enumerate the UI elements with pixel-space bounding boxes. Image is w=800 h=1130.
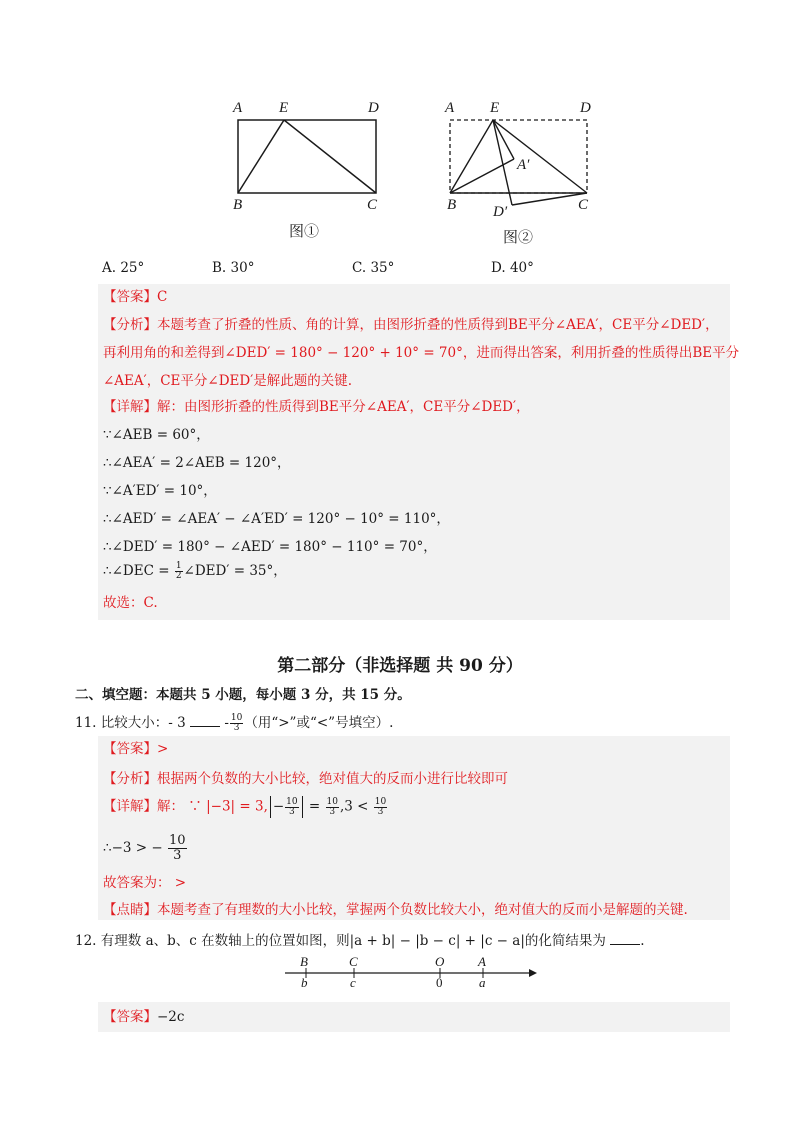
fig1-label-a: A — [233, 100, 243, 116]
q10-detail-line1: 【详解】解：由图形折叠的性质得到BE平分∠AEA′，CE平分∠DED′， — [103, 399, 530, 415]
fig1-label-e: E — [279, 100, 289, 116]
q11-result: 故答案为： > — [103, 875, 187, 891]
option-a: A. 25° — [102, 260, 145, 276]
fig1-caption: 图① — [289, 222, 320, 240]
q11-conclusion: ∴−3 > − $\frac{10}{3}$ — [103, 833, 186, 863]
q11-conclusion-frac: $\frac{10}{3}$ — [169, 833, 186, 863]
fig2-label-d: D — [580, 100, 591, 116]
q11-solution-box — [98, 736, 730, 920]
q10-conclusion: 故选：C. — [103, 595, 158, 611]
q11-point: 【点睛】本题考查了有理数的大小比较，掌握两个负数比较大小，绝对值大的反而小是解题的关键. — [103, 902, 688, 918]
nl-lower-b: b — [301, 975, 308, 990]
q10-analysis-line2: 再利用角的和差得到∠DED′ = 180° − 120° + 10° = 70°，进而得出答案，利用折叠的性质得出BE平分 — [103, 345, 740, 361]
q10-step-4: ∴∠AED′ = ∠AEA′ − ∠A′ED′ = 120° − 10° = 110°， — [103, 511, 450, 527]
nl-upper-c: C — [349, 954, 358, 969]
q11-detail-frac-2: $\frac{10}{3}$ — [326, 796, 338, 817]
option-c: C. 35° — [352, 260, 395, 276]
number-line-arrow — [529, 969, 537, 977]
fig2-label-e: E — [490, 100, 500, 116]
q10-step-6: ∴∠DEC = $\frac{1}{2}$ ∠DED′ = 35°， — [103, 561, 287, 581]
q10-step-3: ∵∠A′ED′ = 10°， — [103, 483, 217, 499]
q11-detail: 【详解】解： ∵ |−3| = 3, − $\frac{10}{3}$ = $\frac{10}{3}$ ,3 < $\frac{10}{3}$ — [103, 796, 387, 817]
q11-fraction: $\frac{10}{3}$ — [230, 713, 243, 733]
q10-step-1: ∵∠AEB = 60°， — [103, 427, 210, 443]
q10-analysis-line3: ∠AEA′，CE平分∠DED′是解此题的关键. — [103, 373, 353, 389]
q11-answer: 【答案】> — [103, 741, 169, 757]
q11-detail-frac-3: $\frac{10}{3}$ — [374, 796, 387, 817]
section-heading: 二、填空题：本题共 5 小题，每小题 3 分，共 15 分。 — [75, 687, 411, 703]
fig1-line-ec — [284, 120, 376, 193]
fig1-line-be — [238, 120, 284, 193]
nl-lower-zero: 0 — [436, 975, 443, 990]
nl-upper-o: O — [435, 954, 445, 969]
section-title: 第二部分（非选择题 共 90 分） — [277, 656, 523, 676]
fig2-line-dc — [512, 193, 587, 205]
q10-step-5: ∴∠DED′ = 180° − ∠AED′ = 180° − 110° = 70°， — [103, 539, 437, 555]
option-b: B. 30° — [212, 260, 255, 276]
q12-solution-box — [98, 1002, 730, 1032]
q10-answer: 【答案】C — [103, 289, 168, 305]
q11-stem: 11. 比较大小：- 3 - $\frac{10}{3}$ （用“>”或“<”号填空）. — [75, 713, 394, 733]
q12-answer: 【答案】−2c — [103, 1009, 185, 1025]
q10-step-2: ∴∠AEA′ = 2∠AEB = 120°， — [103, 455, 291, 471]
fig1-label-d: D — [368, 100, 379, 116]
fig2-label-a: A — [445, 100, 455, 116]
fig2-label-a-prime: A′ — [517, 157, 530, 173]
fig2-line-ea — [493, 120, 514, 159]
q11-blank — [190, 714, 220, 727]
q12-stem: 12. 有理数 a、b、c 在数轴上的位置如图，则|a + b| − |b − c| + |c − a|的化简结果为 . — [75, 933, 645, 949]
fig1-rect — [238, 120, 376, 193]
half-fraction: $\frac{1}{2}$ — [175, 561, 182, 581]
q11-detail-frac-1: $\frac{10}{3}$ — [286, 796, 298, 817]
fig2-caption: 图② — [503, 228, 534, 246]
number-line — [285, 953, 545, 993]
fig1-label-c: C — [367, 197, 378, 213]
nl-lower-c: c — [350, 975, 356, 990]
q11-analysis: 【分析】根据两个负数的大小比较，绝对值大的反而小进行比较即可 — [103, 771, 508, 787]
fig2-label-d-prime: D′ — [493, 204, 508, 220]
fig1-label-b: B — [233, 197, 243, 213]
nl-lower-a: a — [479, 975, 486, 990]
nl-upper-b: B — [300, 954, 308, 969]
nl-upper-a: A — [478, 954, 486, 969]
q12-blank — [610, 932, 640, 945]
fig2-label-c: C — [578, 197, 589, 213]
q10-analysis-line1: 【分析】本题考查了折叠的性质、角的计算，由图形折叠的性质得到BE平分∠AEA′，CE平分∠DED′， — [103, 317, 719, 333]
fig2-label-b: B — [447, 197, 457, 213]
option-d: D. 40° — [491, 260, 534, 276]
